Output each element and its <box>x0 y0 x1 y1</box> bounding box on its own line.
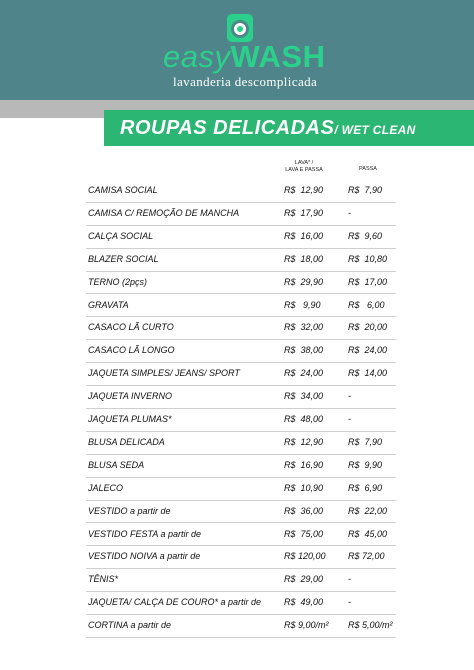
price-row <box>86 362 396 386</box>
price-row <box>86 385 396 409</box>
price-passa: - <box>348 597 351 608</box>
price-row <box>86 568 396 592</box>
price-passa: R$ 24,00 <box>348 345 388 356</box>
brand-logo <box>163 40 325 74</box>
price-lava: R$ 34,00 <box>284 391 324 402</box>
price-passa: R$ 22,00 <box>348 505 388 516</box>
price-lava: R$ 32,00 <box>284 322 324 333</box>
item-name: CAMISA C/ REMOÇÃO DE MANCHA <box>88 207 240 218</box>
price-row <box>86 477 396 501</box>
price-lava: R$ 17,90 <box>284 207 324 218</box>
price-passa: R$ 14,00 <box>348 368 388 379</box>
section-title <box>120 117 416 140</box>
column-header-lava <box>276 160 332 174</box>
item-name: VESTIDO a partir de <box>88 505 171 516</box>
price-row <box>86 591 396 615</box>
item-name: BLUSA DELICADA <box>88 436 165 447</box>
column-header-lava-line1: LAVA* / <box>294 160 314 166</box>
item-name: TERNO (2pçs) <box>88 276 148 287</box>
price-passa: R$ 9,60 <box>348 230 383 241</box>
price-lava: R$ 12,90 <box>284 436 324 447</box>
price-lava: R$ 48,00 <box>284 414 324 424</box>
item-name: CAMISA SOCIAL <box>88 185 158 195</box>
item-name: VESTIDO NOIVA a partir de <box>88 551 201 562</box>
price-row <box>86 316 396 340</box>
item-name: TÊNIS* <box>88 574 119 585</box>
price-row <box>86 202 396 226</box>
price-lava: R$ 9,00/m² <box>284 620 329 631</box>
price-lava: R$ 49,00 <box>284 597 324 608</box>
price-passa: R$ 17,00 <box>348 276 388 287</box>
item-name: CORTINA a partir de <box>88 620 172 631</box>
column-header-passa: PASSA <box>359 166 377 172</box>
item-name: BLAZER SOCIAL <box>88 253 159 264</box>
price-passa: R$ 6,00 <box>348 299 385 310</box>
price-lava: R$ 10,90 <box>284 482 324 493</box>
price-passa: R$ 6,90 <box>348 482 383 493</box>
price-lava: R$ 9,90 <box>284 299 321 310</box>
item-name: CASACO LÃ LONGO <box>88 345 175 356</box>
section-subtitle: / WET CLEAN <box>334 123 416 137</box>
price-passa: R$ 9,90 <box>348 459 383 470</box>
price-row <box>86 339 396 363</box>
price-passa: R$ 7,90 <box>348 436 383 447</box>
price-passa: R$ 5,00/m² <box>348 620 393 631</box>
brand-tagline: lavanderia descomplicada <box>173 74 318 89</box>
price-passa: - <box>348 207 351 218</box>
price-row <box>86 271 396 295</box>
brand-name-wash: WASH <box>230 39 326 74</box>
price-lava: R$ 18,00 <box>284 253 324 264</box>
item-name: CALÇA SOCIAL <box>88 230 154 241</box>
item-name: JAQUETA SIMPLES/ JEANS/ SPORT <box>88 368 240 379</box>
price-lava: R$ 12,90 <box>284 185 324 195</box>
brand-name-easy: easy <box>163 39 231 74</box>
item-name: CASACO LÃ CURTO <box>88 322 174 333</box>
price-row <box>86 454 396 478</box>
item-name: VESTIDO FESTA a partir de <box>88 528 202 539</box>
price-row <box>86 179 396 203</box>
price-row <box>86 500 396 524</box>
price-lava: R$ 36,00 <box>284 505 324 516</box>
price-row <box>86 614 396 638</box>
item-name: JAQUETA PLUMAS* <box>88 414 172 424</box>
price-lava: R$ 75,00 <box>284 528 324 539</box>
price-passa: R$ 45,00 <box>348 528 388 539</box>
item-name: JAQUETA/ CALÇA DE COURO* a partir de <box>88 597 262 608</box>
column-header-lava-line2: LAVA E PASSA <box>285 167 323 173</box>
price-lava: R$ 38,00 <box>284 345 324 356</box>
price-lava: R$ 29,90 <box>284 276 324 287</box>
price-passa: R$ 20,00 <box>348 322 388 333</box>
price-row <box>86 248 396 272</box>
item-name: JALECO <box>88 482 124 493</box>
price-row <box>86 408 396 432</box>
price-passa: - <box>348 574 351 585</box>
price-lava: R$ 29,00 <box>284 574 324 585</box>
price-row <box>86 545 396 569</box>
price-lava: R$ 16,90 <box>284 459 324 470</box>
price-passa: - <box>348 414 351 424</box>
price-row <box>86 431 396 455</box>
item-name: GRAVATA <box>88 299 129 310</box>
price-row <box>86 225 396 249</box>
section-title-text: ROUPAS DELICADAS <box>120 117 335 139</box>
item-name: BLUSA SEDA <box>88 459 145 470</box>
item-name: JAQUETA INVERNO <box>88 391 173 402</box>
price-passa: R$ 10,80 <box>348 253 388 264</box>
price-row <box>86 523 396 547</box>
price-passa: - <box>348 391 351 402</box>
price-lava: R$ 24,00 <box>284 368 324 379</box>
price-lava: R$ 16,00 <box>284 230 324 241</box>
price-passa: R$ 72,00 <box>348 551 385 562</box>
price-row <box>86 294 396 318</box>
price-lava: R$ 120,00 <box>284 551 326 562</box>
price-passa: R$ 7,90 <box>348 185 383 195</box>
